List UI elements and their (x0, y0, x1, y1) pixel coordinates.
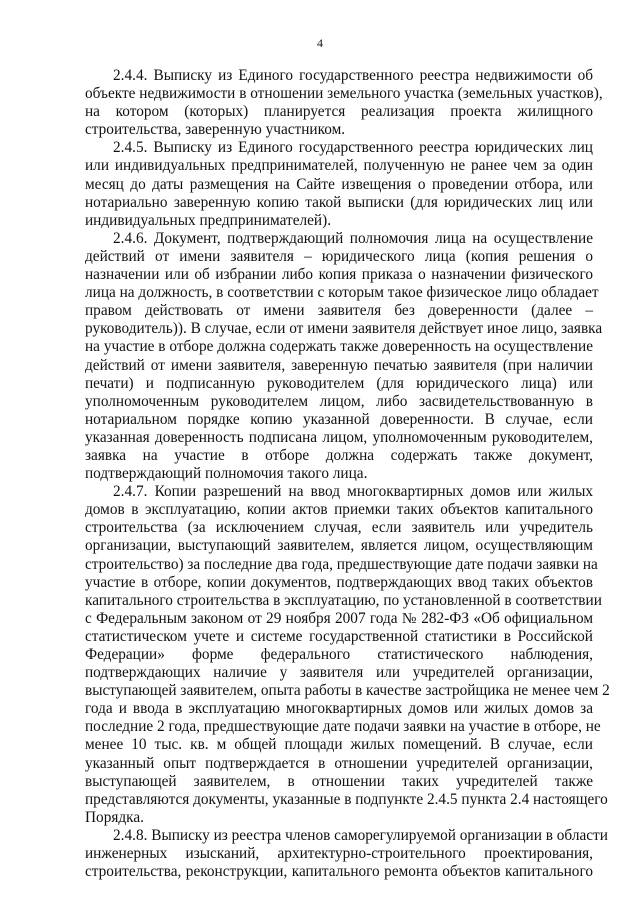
paragraph-2-4-6 (85, 229, 603, 483)
text-line: строительства (за исключением случая, если заявитель или учредитель (85, 519, 593, 537)
text-line: подтверждающий полномочия такого лица. (85, 465, 368, 483)
text-line: строительства, заверенную участником. (85, 121, 346, 139)
text-line: выступающей заявителем, опыта работы в качестве застройщика не менее чем 2 (85, 682, 610, 700)
text-line: печати) и подписанную руководителем (для юридического лица) или (85, 374, 593, 392)
text-line: назначении или об избрании либо копия приказа о назначении физического (85, 266, 593, 284)
text-line: с Федеральным законом от 29 ноября 2007 года № 282-ФЗ «Об официальном (85, 609, 593, 627)
text-line: 2.4.7. Копии разрешений на ввод многоквартирных домов или жилых (113, 483, 593, 501)
text-line: 2.4.8. Выписку из реестра членов саморегулируемой организации в области (113, 826, 608, 844)
text-line: нотариально заверенную копию такой выписки (для юридических лиц или (85, 193, 593, 211)
paragraph-2-4-4 (85, 67, 603, 139)
text-line: лица на должность, в соответствии с которым такое физическое лицо обладает (85, 284, 599, 302)
text-line: представляются документы, указанные в подпункте 2.4.5 пункта 2.4 настоящего (85, 790, 608, 808)
text-line: инженерных изысканий, архитектурно-строительного проектирования, (85, 845, 593, 863)
text-line: статистическом учете и системе государственной статистики в Российской (85, 627, 593, 645)
text-line: на участие в отборе должна содержать также доверенность на осуществление (85, 338, 593, 356)
text-line: последние 2 года, предшествующие дате подачи заявки на участие в отборе, не (85, 718, 601, 736)
paragraph-2-4-7 (85, 483, 610, 827)
text-line: действий от имени заявителя – юридического лица (копия решения о (85, 247, 593, 265)
text-line: заявка на участие в отборе должна содержать также документ, (85, 446, 593, 464)
text-line: капитального строительства в эксплуатацию, по установленной в соответствии (85, 591, 602, 609)
text-line: нотариальном порядке копию указанной доверенности. В случае, если (85, 410, 593, 428)
text-line: указанный опыт подтверждается в отношении учредителей организации, (85, 754, 593, 772)
page-number: 4 (317, 36, 323, 50)
text-line: уполномоченным руководителем лицом, либо засвидетельствованную в (85, 392, 593, 410)
text-line: 2.4.5. Выписку из Единого государственного реестра юридических лиц (113, 139, 593, 157)
text-line: подтверждающих наличие у заявителя или учредителей организации, (85, 664, 593, 682)
text-line: правом действовать от имени заявителя без доверенности (далее – (85, 302, 593, 320)
paragraph-2-4-5 (85, 139, 593, 229)
text-line: участие в отборе, копии документов, подтверждающих ввод таких объектов (85, 573, 593, 591)
text-line: индивидуальных предпринимателей). (85, 211, 332, 229)
text-line: выступающей заявителем, в отношении таких учредителей также (85, 772, 593, 790)
text-line: менее 10 тыс. кв. м общей площади жилых помещений. В случае, если (85, 736, 593, 754)
text-line: руководитель)). В случае, если от имени заявителя действует иное лицо, заявка (85, 320, 603, 338)
text-line: Федерации» форме федерального статистического наблюдения, (85, 646, 593, 663)
text-line: на котором (которых) планируется реализация проекта жилищного (85, 103, 593, 121)
text-line: 2.4.4. Выписку из Единого государственного реестра недвижимости об (113, 67, 593, 84)
text-line: Порядка. (85, 808, 144, 826)
document-body (85, 67, 610, 881)
text-line: указанная доверенность подписана лицом, уполномоченным руководителем, (85, 428, 593, 446)
text-line: организации, выступающий заявителем, является лицом, осуществляющим (85, 537, 593, 555)
text-line: года и ввода в эксплуатацию многоквартирных домов или жилых домов за (85, 700, 593, 718)
paragraph-2-4-8 (85, 826, 608, 881)
text-line: домов в эксплуатацию, копии актов приемки таких объектов капитального (85, 501, 593, 519)
text-line: строительство) за последние два года, предшествующие дате подачи заявки на (85, 555, 598, 573)
text-line: строительства, реконструкции, капитального ремонта объектов капитального (85, 863, 593, 881)
text-line: объекте недвижимости в отношении земельного участка (земельных участков), (85, 85, 603, 103)
text-line: или индивидуальных предпринимателей, полученную не ранее чем за один (85, 157, 593, 175)
text-line: действий от имени заявителя, заверенную печатью заявителя (при наличии (85, 356, 593, 374)
text-line: 2.4.6. Документ, подтверждающий полномочия лица на осуществление (113, 229, 593, 247)
text-line: месяц до даты размещения на Сайте извещения о проведении отбора, или (85, 175, 593, 193)
